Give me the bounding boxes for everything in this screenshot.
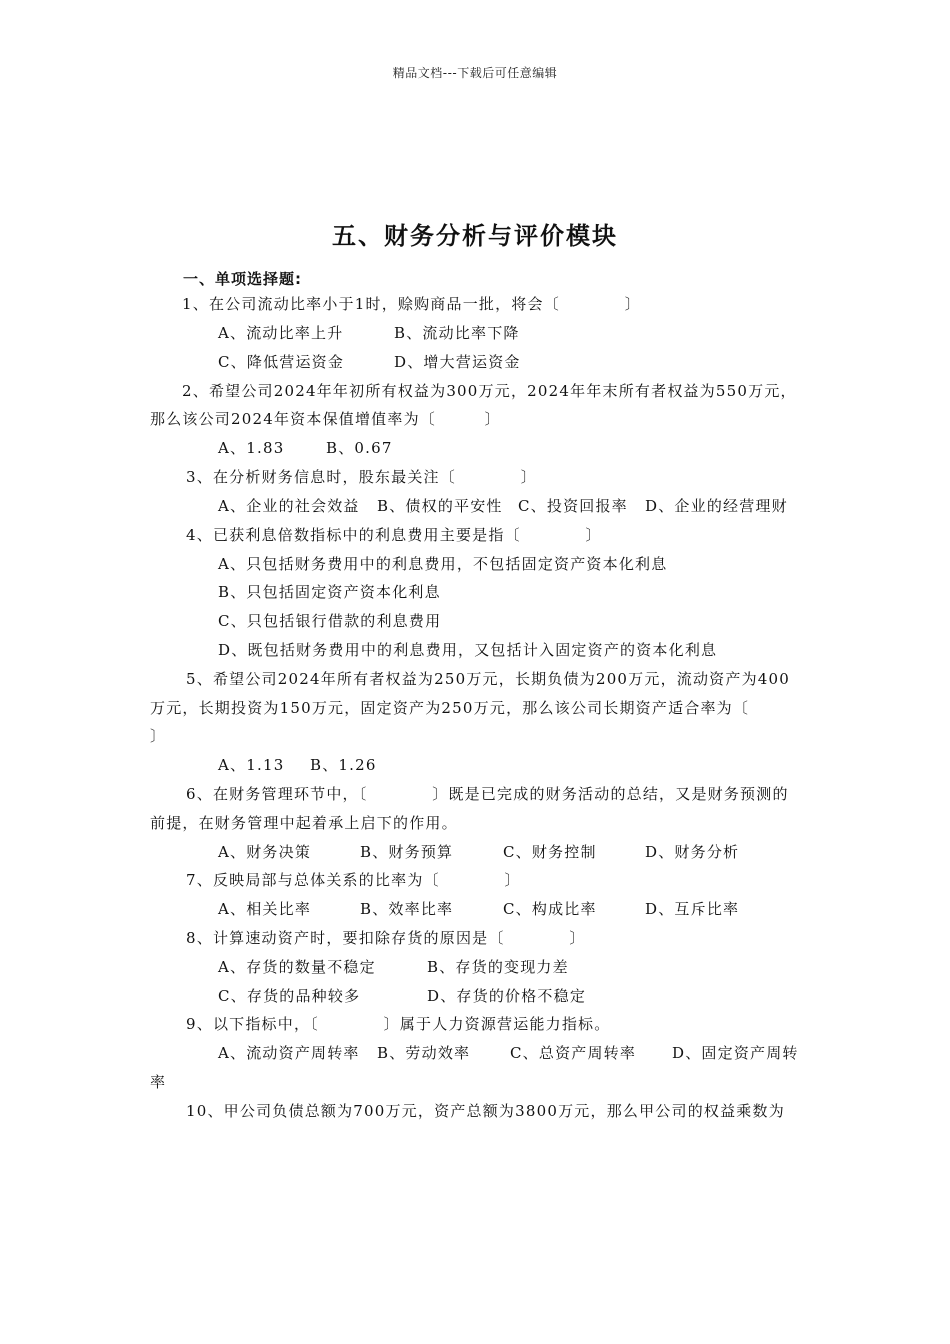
question-9-option-b: B、劳动效率 bbox=[377, 1044, 471, 1062]
question-1-option-d: D、增大营运资金 bbox=[394, 353, 521, 371]
question-8-option-a: A、存货的数量不稳定 bbox=[218, 958, 376, 976]
question-5-stem-line-3: 〕 bbox=[150, 727, 167, 745]
question-7-option-a: A、相关比率 bbox=[218, 900, 312, 918]
question-6-option-c: C、财务控制 bbox=[503, 843, 597, 861]
page-header: 精品文档---下载后可任意编辑 bbox=[392, 66, 558, 80]
question-2-stem-line-2: 那么该公司2024年资本保值增值率为〔 〕 bbox=[150, 410, 501, 428]
question-9-option-d: D、固定资产周转 bbox=[672, 1044, 799, 1062]
question-1-stem: 1、在公司流动比率小于1时，赊购商品一批，将会〔 〕 bbox=[182, 295, 641, 313]
question-4-stem: 4、已获利息倍数指标中的利息费用主要是指〔 〕 bbox=[186, 526, 602, 544]
question-7-option-c: C、构成比率 bbox=[503, 900, 597, 918]
question-7-stem: 7、反映局部与总体关系的比率为〔 〕 bbox=[186, 871, 521, 889]
question-3-option-b: B、债权的平安性 bbox=[377, 497, 503, 515]
question-9-stem: 9、以下指标中，〔 〕属于人力资源营运能力指标。 bbox=[186, 1015, 611, 1033]
section-heading: 一、单项选择题: bbox=[183, 270, 302, 288]
question-5-option-a: A、1.13 bbox=[218, 756, 285, 774]
question-4-option-c: C、只包括银行借款的利息费用 bbox=[218, 612, 442, 630]
question-8-stem: 8、计算速动资产时，要扣除存货的原因是〔 〕 bbox=[186, 929, 586, 947]
question-5-option-b: B、1.26 bbox=[310, 756, 377, 774]
page-title: 五、财务分析与评价模块 bbox=[332, 222, 618, 250]
question-10-stem: 10、甲公司负债总额为700万元，资产总额为3800万元，那么甲公司的权益乘数为 bbox=[186, 1102, 785, 1120]
question-1-option-c: C、降低营运资金 bbox=[218, 353, 345, 371]
question-6-option-b: B、财务预算 bbox=[360, 843, 454, 861]
question-2-option-a: A、1.83 bbox=[218, 439, 285, 457]
question-6-stem-line-1: 6、在财务管理环节中，〔 〕既是已完成的财务活动的总结，又是财务预测的 bbox=[186, 785, 789, 803]
question-4-option-a: A、只包括财务费用中的利息费用，不包括固定资产资本化利息 bbox=[218, 555, 668, 573]
question-9-option-a: A、流动资产周转率 bbox=[218, 1044, 360, 1062]
question-8-option-c: C、存货的品种较多 bbox=[218, 987, 361, 1005]
question-5-stem-line-2: 万元，长期投资为150万元，固定资产为250万元，那么该公司长期资产适合率为〔 bbox=[150, 699, 750, 717]
question-3-option-a: A、企业的社会效益 bbox=[218, 497, 360, 515]
question-1-option-a: A、流动比率上升 bbox=[218, 324, 344, 342]
question-6-option-a: A、财务决策 bbox=[218, 843, 312, 861]
question-2-stem-line-1: 2、希望公司2024年年初所有权益为300万元，2024年年末所有者权益为550万元， bbox=[182, 382, 797, 400]
question-4-option-b: B、只包括固定资产资本化利息 bbox=[218, 583, 441, 601]
question-6-stem-line-2: 前提，在财务管理中起着承上启下的作用。 bbox=[150, 814, 458, 832]
question-3-option-c: C、投资回报率 bbox=[518, 497, 628, 515]
question-7-option-b: B、效率比率 bbox=[360, 900, 454, 918]
question-3-stem: 3、在分析财务信息时，股东最关注〔 〕 bbox=[186, 468, 537, 486]
question-9-option-c: C、总资产周转率 bbox=[510, 1044, 637, 1062]
question-6-option-d: D、财务分析 bbox=[645, 843, 740, 861]
question-7-option-d: D、互斥比率 bbox=[645, 900, 740, 918]
question-8-option-b: B、存货的变现力差 bbox=[427, 958, 569, 976]
question-9-option-d-wrap: 率 bbox=[150, 1073, 167, 1091]
question-1-option-b: B、流动比率下降 bbox=[394, 324, 520, 342]
question-8-option-d: D、存货的价格不稳定 bbox=[427, 987, 587, 1005]
question-4-option-d: D、既包括财务费用中的利息费用，又包括计入固定资产的资本化利息 bbox=[218, 641, 718, 659]
question-5-stem-line-1: 5、希望公司2024年所有者权益为250万元，长期负债为200万元，流动资产为400 bbox=[186, 670, 791, 688]
question-3-option-d: D、企业的经营理财 bbox=[645, 497, 788, 515]
question-2-option-b: B、0.67 bbox=[326, 439, 393, 457]
